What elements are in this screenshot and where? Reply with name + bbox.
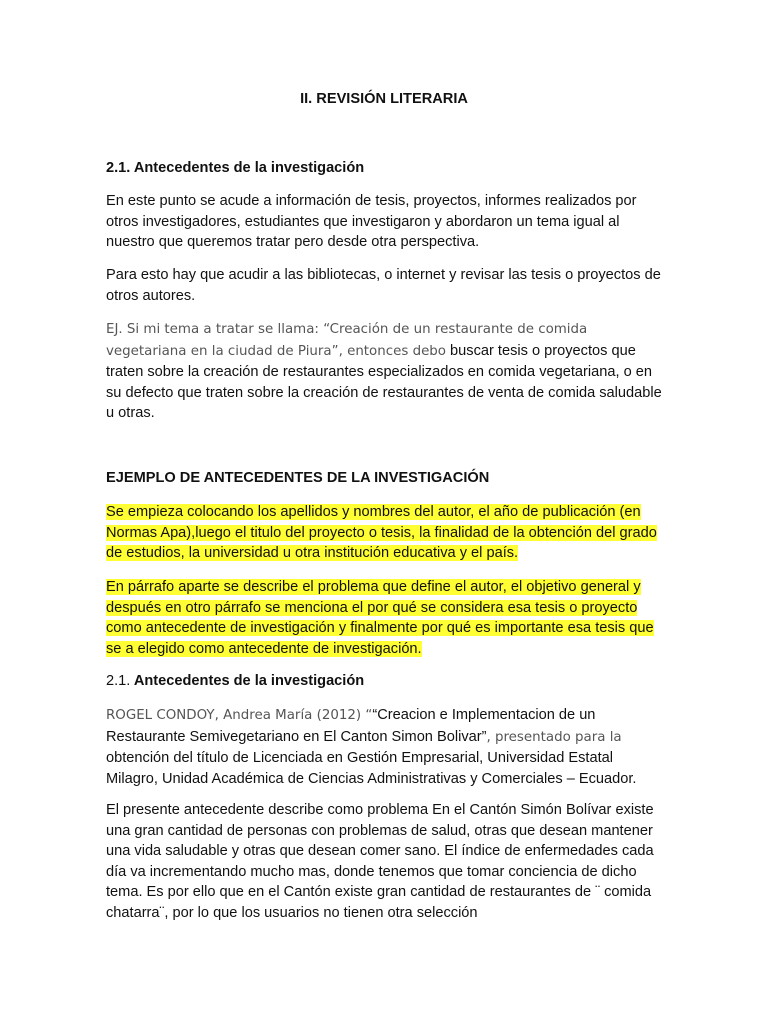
citation-rest: obtención del título de Licenciada en Gestión Empresarial, Universidad Estatal Milagro, Unidad Académica de Ciencias Administrativas y Comerciales – Ecuador. — [106, 750, 637, 787]
citation-purpose: , presentado para la — [486, 729, 622, 745]
section-heading-2 — [106, 671, 666, 692]
section-heading-2-number: 2.1. — [106, 673, 131, 689]
highlighted-text-1: Se empieza colocando los apellidos y nombres del autor, el año de publicación (en Normas Apa),luego el titulo del proyecto o tesis, la finalidad de la obtención del grado de estudios, la universidad u otra institución educativa y el país. — [106, 504, 657, 562]
highlighted-paragraph-2 — [106, 577, 666, 659]
example-heading: EJEMPLO DE ANTECEDENTES DE LA INVESTIGACIÓN — [106, 470, 490, 486]
citation-paragraph — [106, 705, 666, 789]
example-rest-text: buscar tesis o proyectos que traten sobre la creación de restaurantes especializados en comida vegetariana, o en su defecto que traten sobre la creación de restaurantes de venta de comida saludable u otras. — [106, 342, 662, 422]
paragraph-intro: En este punto se acude a información de tesis, proyectos, informes realizados por otros investigadores, estudiantes que investigaron y abordaron un tema igual al nuestro que queremos tratar pero desde otra perspectiva. — [106, 193, 637, 251]
section-heading-2-text: Antecedentes de la investigación — [130, 673, 365, 689]
example-intro-text: EJ. Si mi tema a tratar se llama: “Creación de un restaurante de comida vegetariana en la ciudad de Piura”, entonces debo — [106, 322, 588, 359]
citation-title: “Creacion e Implementacion de un Restaurante Semivegetariano en El Canton Simon Bolivar” — [106, 707, 596, 745]
section-heading: 2.1. Antecedentes de la investigación — [106, 160, 365, 176]
highlighted-paragraph-1 — [106, 502, 666, 564]
page-title: II. REVISIÓN LITERARIA — [300, 91, 468, 107]
problem-paragraph: El presente antecedente describe como problema En el Cantón Simón Bolívar existe una gran cantidad de personas con problemas de salud, otras que desean mantener una vida saludable y otras que desean comer sano. El índice de enfermedades cada día va incrementando mucho mas, donde tenemos que tomar conciencia de dicho tema. Es por ello que en el Cantón existe gran cantidad de restaurantes de ¨ comida chatarra¨, por lo que los usuarios no tienen otra selección — [106, 802, 654, 921]
paragraph-example — [106, 319, 666, 424]
citation-author: ROGEL CONDOY, Andrea María (2012) “ — [106, 708, 373, 723]
highlighted-text-2: En párrafo aparte se describe el problema que define el autor, el objetivo general y después en otro párrafo se menciona el por qué se considera esa tesis o proyecto como antecedente de investigación y finalmente por qué es importante esa tesis que se a elegido como antecedente de investigación. — [106, 579, 654, 657]
paragraph-sources: Para esto hay que acudir a las bibliotecas, o internet y revisar las tesis o proyectos de otros autores. — [106, 267, 661, 304]
